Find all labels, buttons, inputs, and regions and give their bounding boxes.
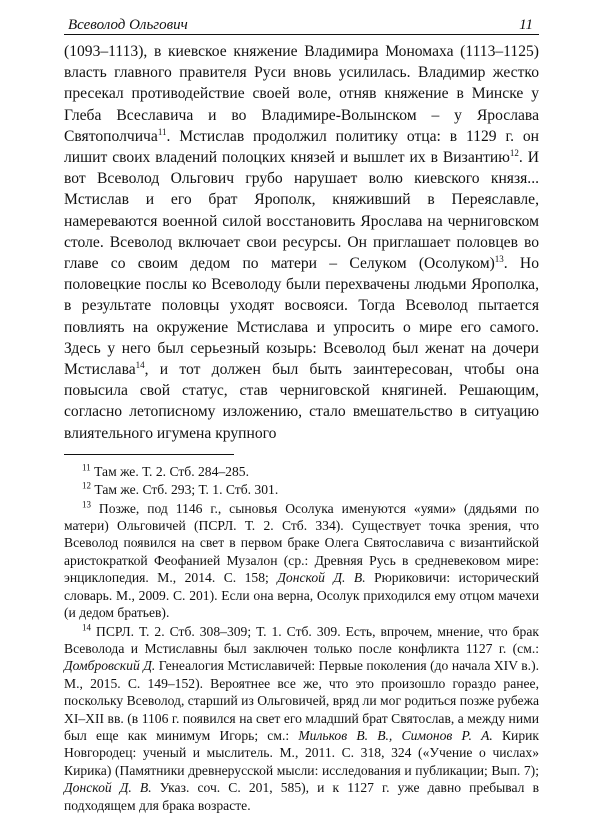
book-page <box>64 10 539 815</box>
author-name: Донской Д. В. <box>277 570 366 586</box>
footnotes <box>64 463 539 814</box>
footnote-12 <box>64 481 539 498</box>
text-run: , и тот должен был быть заинтересован, чтобы она повысила свой статус, став черниговской княгиней. Решающим, согласно летописному изложению, стало вмешательство в ситуацию влиятельного игумена крупного <box>64 361 539 442</box>
running-header <box>64 10 539 35</box>
author-name: Домбровский Д. <box>64 658 156 674</box>
footnote-ref: 14 <box>135 359 145 370</box>
text-run: . Мстислав продолжил политику отца: в 1129 г. он лишит своих владений полоцких князей и вышлет их в Византию <box>64 127 539 167</box>
footnote-text: Позже, под 1146 г., сыновья Осолука именуются «уями» (дядьями по матери) Ольговичей (ПСРЛ. Т. 2. Стб. 334). Существует точка зрения, что Всеволод появился на свет в первом браке Олега Святославича с византийской аристократкой Феофанией Музалон (ср.: Древняя Русь в средневековом мире: энциклопедия. М., 2014. С. 158; <box>64 500 539 586</box>
author-name: Донской Д. В. <box>64 780 152 796</box>
footnote-ref: 13 <box>494 253 504 264</box>
footnote-separator <box>64 454 234 455</box>
footnote-11 <box>64 463 539 480</box>
text-run: . Но половецкие послы ко Всеволоду были перехвачены людьми Ярополка, в результате половцы уходят восвояси. Тогда Всеволод пытается повлиять на окружение Мстислава и упросить о мире его самого. Здесь у него был серьезный козырь: Всеволод был женат на дочери Мстислава <box>64 255 539 379</box>
footnote-text: Рюриковичи: исторический словарь. М., 2009. С. 201). Если она верна, Осолук приходился ему отцом мачехи (и дедом братьев). <box>64 570 539 621</box>
text-run: . И вот Всеволод Ольгович грубо нарушает волю киевского князя... Мстислав и его брат Ярополк, княживший в Переяславле, намереваются военной силой восстановить Ярослава на черниговском столе. Всеволод включает свои ресурсы. Он приглашает половцев во главе со своим дедом по матери – Селуком (Осолуком) <box>64 149 540 273</box>
footnote-number: 12 <box>82 480 91 491</box>
footnote-number: 14 <box>82 621 91 632</box>
main-text <box>64 41 539 444</box>
main-paragraph <box>64 41 539 444</box>
footnote-text: Там же. Т. 2. Стб. 284–285. <box>90 463 249 479</box>
footnote-text: Генеалогия Мстиславичей: Первые поколения (до начала XIV в.). М., 2015. С. 149–152). Вероятнее все же, что это произошло гораздо ранее, поскольку Всеволод, старший из Ольговичей, вряд ли мог родиться позже рубежа XI–XII вв. (в 1106 г. появился на свет его младший брат Святослав, а между ними был еще как минимум Игорь; см.: <box>64 658 539 743</box>
footnote-14 <box>64 623 539 814</box>
footnote-text: Указ. соч. С. 201, 585), и к 1127 г. уже давно пребывал в подходящем для брака возрасте. <box>64 780 539 813</box>
author-name: Мильков В. В., Симонов Р. А. <box>298 727 493 743</box>
footnote-number: 13 <box>82 499 91 510</box>
text-run: (1093–1113), в киевское княжение Владимира Мономаха (1113–1125) власть главного правителя Руси вновь усилилась. Владимир жестко пресекал противодействие своей воле, отняв княжение в Минске у Глеба Всеславича и во Владимире-Волынском – у Ярослава Святополчича <box>64 43 539 145</box>
footnote-ref: 11 <box>157 126 167 137</box>
footnote-text: Кирик Новгородец: ученый и мыслитель. М., 2011. С. 318, 324 («Учение о числах» Кирика) (Памятники древнерусской мысли: исследования и публикации; Вып. 7); <box>64 727 540 778</box>
running-title: Всеволод Ольгович <box>68 17 188 33</box>
footnote-text: ПСРЛ. Т. 2. Стб. 308–309; Т. 1. Стб. 309. Есть, впрочем, мнение, что брак Всеволода и Мстиславны был заключен только после конфликта 1127 г. (см.: <box>64 623 539 656</box>
footnote-13 <box>64 500 539 622</box>
footnote-number: 11 <box>82 462 91 473</box>
footnote-ref: 12 <box>509 147 519 158</box>
footnote-text: Там же. Стб. 293; Т. 1. Стб. 301. <box>91 482 279 498</box>
page-number: 11 <box>519 17 533 33</box>
